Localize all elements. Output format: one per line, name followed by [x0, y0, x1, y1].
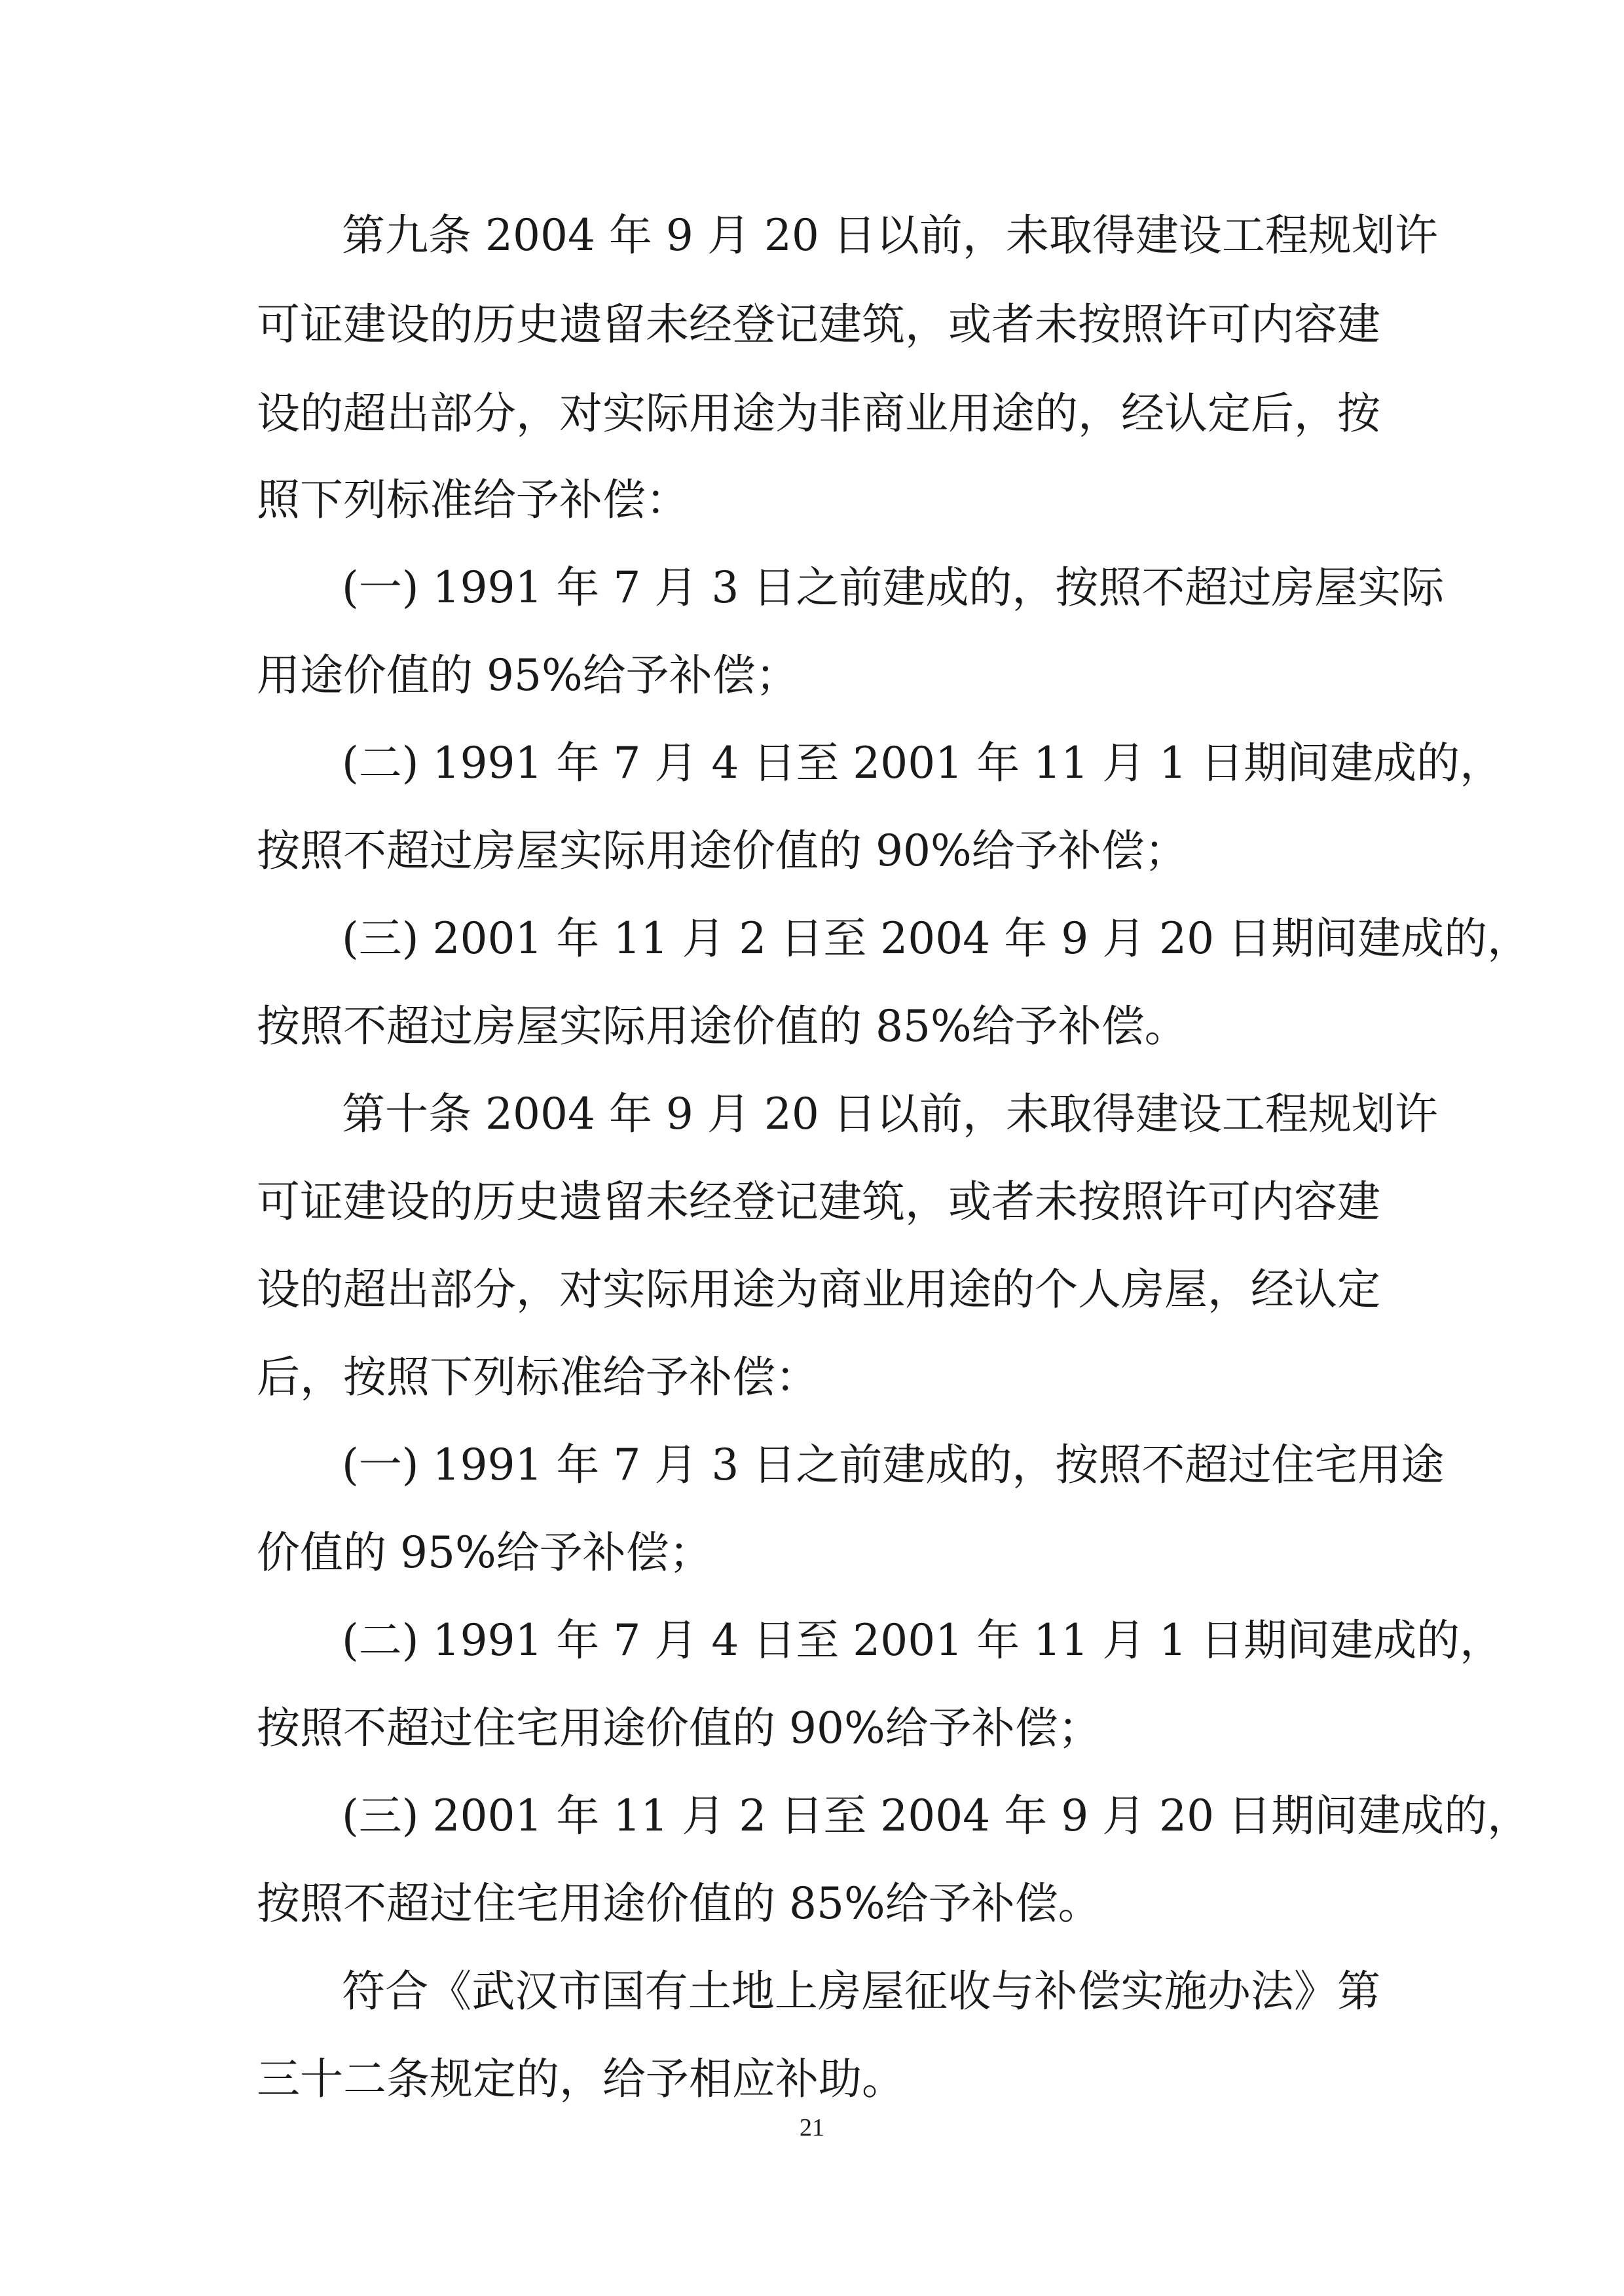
subsidy-clause-line-1: 符合《武汉市国有土地上房屋征收与补偿实施办法》第: [342, 1966, 1380, 2016]
article-9-item-2-line-1: (二) 1991 年 7 月 4 日至 2001 年 11 月 1 日期间建成的，: [342, 738, 1504, 788]
page-number: 21: [800, 2114, 824, 2141]
article-9-item-1-line-1: (一) 1991 年 7 月 3 日之前建成的，按照不超过房屋实际: [342, 562, 1445, 613]
article-10-item-2-line-2: 按照不超过住宅用途价值的 90%给予补偿；: [257, 1703, 1101, 1753]
article-9-item-1-line-2: 用途价值的 95%给予补偿；: [257, 650, 799, 701]
article-10-line-1: 第十条 2004 年 9 月 20 日以前，未取得建设工程规划许: [342, 1089, 1438, 1139]
article-10-item-2-line-1: (二) 1991 年 7 月 4 日至 2001 年 11 月 1 日期间建成的，: [342, 1615, 1504, 1666]
article-9-item-3-line-2: 按照不超过房屋实际用途价值的 85%给予补偿。: [257, 1001, 1188, 1051]
article-9-item-3-line-1: (三) 2001 年 11 月 2 日至 2004 年 9 月 20 日期间建成的，: [342, 913, 1531, 964]
article-9-line-1: 第九条 2004 年 9 月 20 日以前，未取得建设工程规划许: [342, 210, 1438, 261]
article-10-line-4: 后，按照下列标准给予补偿：: [257, 1352, 819, 1402]
article-9-line-2: 可证建设的历史遗留未经登记建筑，或者未按照许可内容建: [257, 299, 1380, 350]
article-9-line-4: 照下列标准给予补偿：: [257, 475, 689, 525]
article-9-item-2-line-2: 按照不超过房屋实际用途价值的 90%给予补偿；: [257, 826, 1188, 876]
article-10-item-3-line-1: (三) 2001 年 11 月 2 日至 2004 年 9 月 20 日期间建成的，: [342, 1791, 1531, 1841]
article-10-item-1-line-1: (一) 1991 年 7 月 3 日之前建成的，按照不超过住宅用途: [342, 1440, 1445, 1490]
subsidy-clause-line-2: 三十二条规定的，给予相应补助。: [257, 2054, 905, 2104]
article-9-line-3: 设的超出部分，对实际用途为非商业用途的，经认定后，按: [257, 388, 1380, 439]
article-10-line-3: 设的超出部分，对实际用途为商业用途的个人房屋，经认定: [257, 1264, 1380, 1315]
article-10-item-1-line-2: 价值的 95%给予补偿；: [257, 1527, 712, 1578]
article-10-item-3-line-2: 按照不超过住宅用途价值的 85%给予补偿。: [257, 1878, 1101, 1929]
article-10-line-2: 可证建设的历史遗留未经登记建筑，或者未按照许可内容建: [257, 1176, 1380, 1227]
